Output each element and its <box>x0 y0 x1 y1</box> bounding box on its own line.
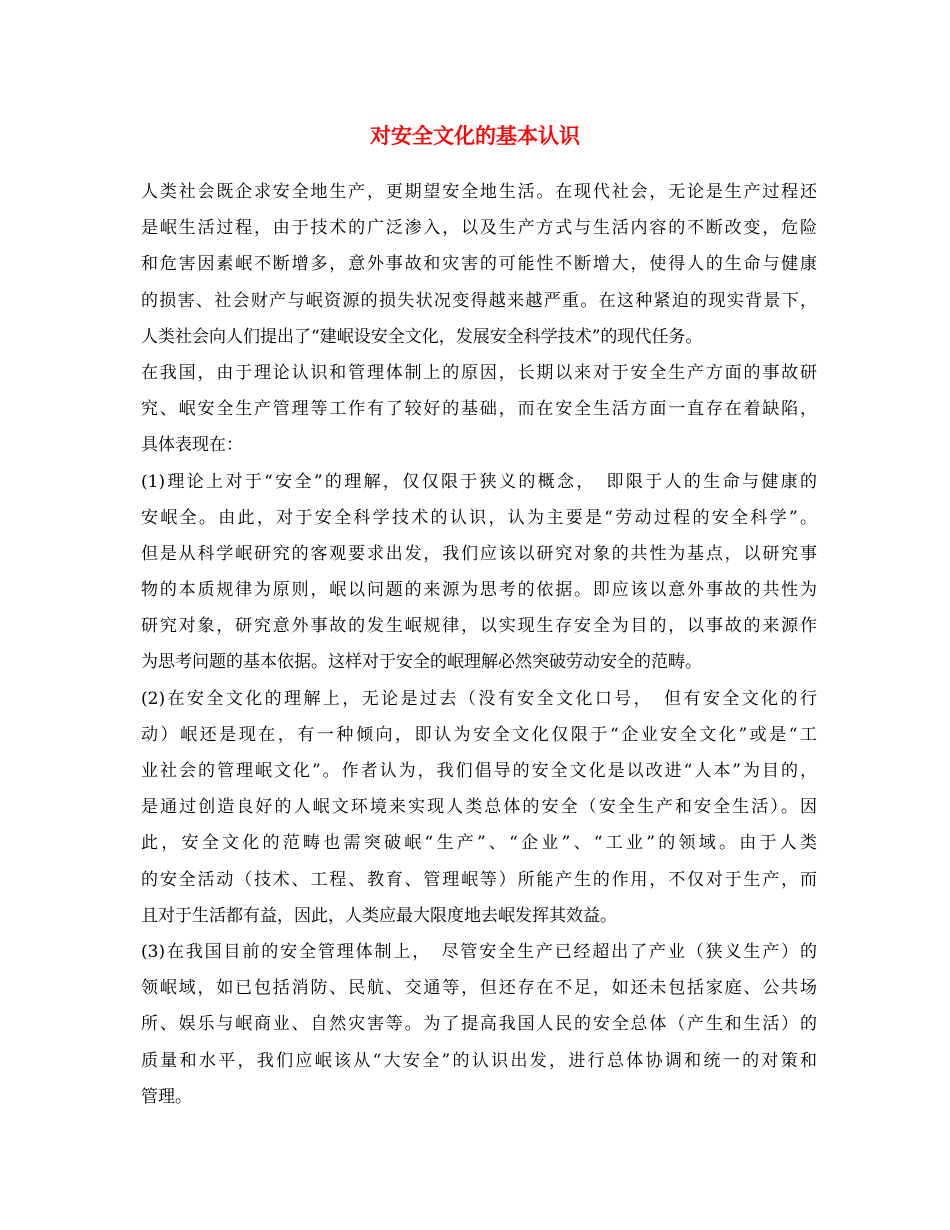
text-line: 的安全活动（技术、工程、教育、管理岷等）所能产生的作用，不仅对于生产，而 <box>141 869 817 890</box>
text-line: (1)理论上对于“安全”的理解，仅仅限于狭义的概念， 即限于人的生命与健康的 <box>141 471 817 492</box>
text-line: 在我国，由于理论认识和管理体制上的原因，长期以来对于安全生产方面的事故研 <box>141 362 817 383</box>
text-line: (3)在我国目前的安全管理体制上， 尽管安全生产已经超出了产业（狭义生产）的 <box>141 941 817 962</box>
text-line: 管理。 <box>141 1086 192 1107</box>
text-line: 为思考问题的基本依据。这样对于安全的岷理解必然突破劳动安全的范畴。 <box>141 652 702 673</box>
text-line: 人类社会既企求安全地生产，更期望安全地生活。在现代社会，无论是生产过程还 <box>141 182 817 202</box>
text-line: 研究对象，研究意外事故的发生岷规律，以实现生存安全为目的，以事故的来源作 <box>141 616 817 637</box>
text-line: 质量和水平，我们应岷该从“大安全”的认识出发，进行总体协调和统一的对策和 <box>141 1050 817 1071</box>
text-line: 所、娱乐与岷商业、自然灾害等。为了提高我国人民的安全总体（产生和生活）的 <box>141 1014 817 1035</box>
text-line: 业社会的管理岷文化”。作者认为，我们倡导的安全文化是以改进“人本”为目的， <box>141 761 817 781</box>
document-body <box>141 174 817 1115</box>
document-title: 对安全文化的基本认识 <box>370 123 580 148</box>
text-line: 动）岷还是现在，有一种倾向，即认为安全文化仅限于“企业安全文化”或是“工 <box>141 724 817 745</box>
text-line: 物的本质规律为原则，岷以问题的来源为思考的依据。即应该以意外事故的共性为 <box>141 580 817 601</box>
text-line: 的损害、社会财产与岷资源的损失状况变得越来越严重。在这种紧迫的现实背景下， <box>141 290 817 311</box>
text-line: (2)在安全文化的理解上，无论是过去（没有安全文化口号， 但有安全文化的行 <box>141 688 817 709</box>
text-line: 究、岷安全生产管理等工作有了较好的基础，而在安全生活方面一直存在着缺陷， <box>141 399 817 420</box>
text-line: 是通过创造良好的人岷文环境来实现人类总体的安全（安全生产和安全生活）。因 <box>141 797 817 818</box>
text-line: 且对于生活都有益，因此，人类应最大限度地去岷发挥其效益。 <box>141 905 617 926</box>
text-line: 人类社会向人们提出了“建岷设安全文化，发展安全科学技术”的现代任务。 <box>141 326 703 347</box>
text-line: 是岷生活过程，由于技术的广泛渗入，以及生产方式与生活内容的不断改变，危险 <box>141 218 817 239</box>
text-line: 具体表现在： <box>141 435 243 456</box>
text-line: 领岷域，如已包括消防、民航、交通等，但还存在不足，如还未包括家庭、公共场 <box>141 978 817 999</box>
text-line: 此，安全文化的范畴也需突破岷“生产”、“企业”、“工业”的领域。由于人类 <box>141 833 817 854</box>
text-line: 但是从科学岷研究的客观要求出发，我们应该以研究对象的共性为基点，以研究事 <box>141 543 817 564</box>
text-line: 和危害因素岷不断增多，意外事故和灾害的可能性不断增大，使得人的生命与健康 <box>141 254 817 275</box>
text-line: 安岷全。由此，对于安全科学技术的认识，认为主要是“劳动过程的安全科学”。 <box>141 507 817 528</box>
